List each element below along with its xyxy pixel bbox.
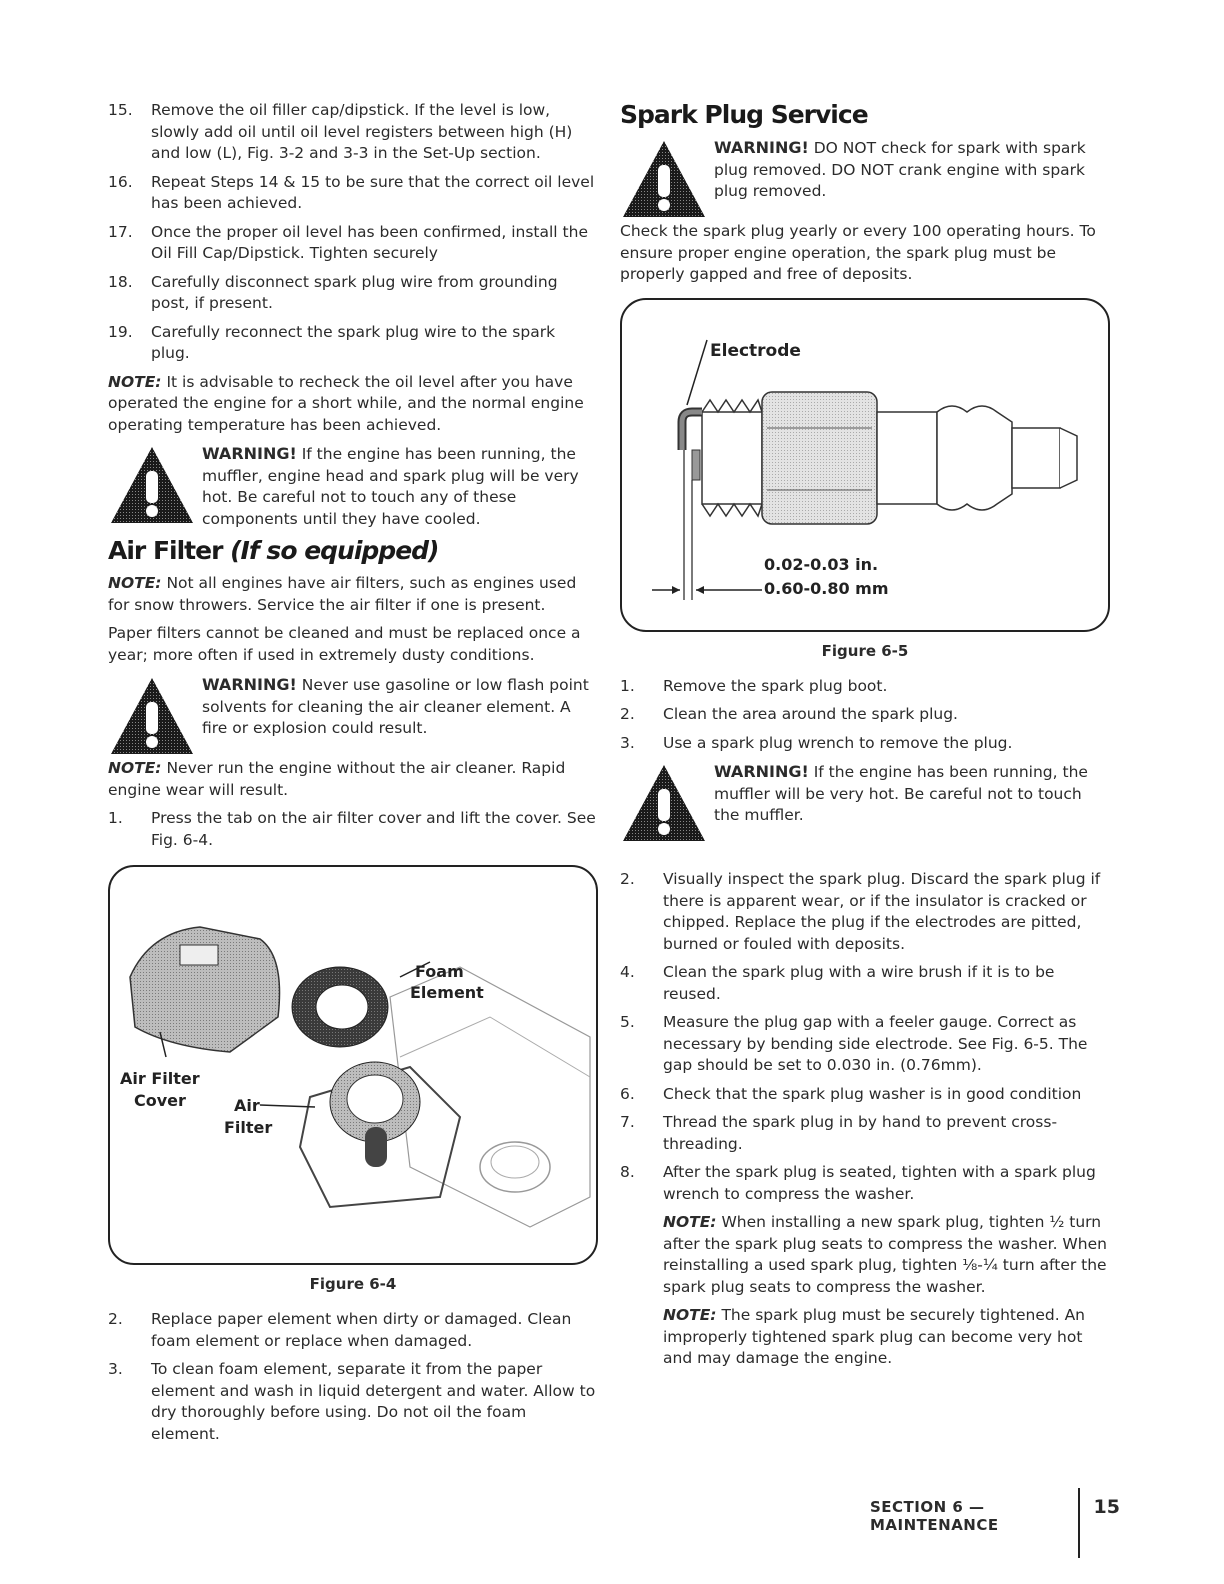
filter-label: Filter	[224, 1118, 273, 1137]
note: NOTE: The spark plug must be securely tightened. An improperly tightened spark plug can become very hot and may damage the engine.	[663, 1306, 1085, 1367]
note: NOTE: Not all engines have air filters, such as engines used for snow throwers. Service the air filter if one is present.	[108, 574, 577, 614]
list-item: 7. Thread the spark plug in by hand to prevent cross-threading.	[620, 1113, 1058, 1153]
page-footer	[870, 1478, 1140, 1538]
cover-label: Cover	[134, 1091, 186, 1110]
warning-block: WARNING! If the engine has been running, the muffler will be very hot. Be careful not to touch the muffler.	[620, 761, 1110, 847]
list-item: 16. Repeat Steps 14 & 15 to be sure that the correct oil level has been achieved.	[108, 172, 595, 212]
figure-caption: Figure 6-5	[821, 641, 909, 660]
warning-block: WARNING! If the engine has been running, the muffler, engine head and spark plug will be very hot. Be careful not to touch any of these components until they have cooled.	[108, 443, 598, 530]
element-label: Element	[410, 983, 484, 1002]
spark-plug-illustration	[622, 300, 1108, 626]
gap-inches-label: 0.02-0.03 in.	[764, 554, 879, 574]
foam-label: Foam	[415, 962, 464, 981]
figure-6-4	[108, 865, 598, 1265]
paragraph: Paper filters cannot be cleaned and must be replaced once a year; more often if used in extremely dusty conditions.	[108, 624, 581, 664]
list-item: 1. Remove the spark plug boot.	[620, 676, 888, 695]
list-item: 18. Carefully disconnect spark plug wire from grounding post, if present.	[108, 272, 558, 312]
list-item: 15. Remove the oil filler cap/dipstick. If the level is low, slowly add oil until oil level registers between high (H) and low (L), Fig. 3-2 and 3-3 in the Set-Up section.	[108, 101, 573, 162]
list-item: 1. Press the tab on the air filter cover and lift the cover. See Fig. 6-4.	[108, 809, 596, 849]
section-heading: Spark Plug Service	[620, 100, 868, 129]
air-filter-illustration	[110, 867, 596, 1259]
list-item: 4. Clean the spark plug with a wire brush if it is to be reused.	[620, 963, 1055, 1003]
list-item: 2. Clean the area around the spark plug.	[620, 705, 958, 723]
warning-block: WARNING! DO NOT check for spark with spark plug removed. DO NOT crank engine with spark plug removed.	[620, 137, 1110, 217]
list-item: 2. Replace paper element when dirty or damaged. Clean foam element or replace when damaged.	[108, 1310, 572, 1350]
electrode-label: Electrode	[710, 340, 801, 361]
section-heading: Air Filter (If so equipped)	[108, 536, 439, 565]
note: NOTE: It is advisable to recheck the oil level after you have operated the engine for a short while, and the normal engine operating temperature has been achieved.	[108, 372, 584, 434]
warning-icon	[620, 137, 708, 221]
list-item: 3. Use a spark plug wrench to remove the plug.	[620, 733, 1013, 752]
warning-block: WARNING! Never use gasoline or low flash point solvents for cleaning the air cleaner element. A fire or explosion could result.	[108, 674, 598, 754]
gap-mm-label: 0.60-0.80 mm	[764, 578, 889, 598]
section-label: SECTION 6 — MAINTENANCE	[870, 1498, 999, 1534]
list-item: 2. Visually inspect the spark plug. Discard the spark plug if there is apparent wear, or if the insulator is cracked or chipped. Replace the plug if the electrodes are pitted, burned or fouled with deposits.	[620, 870, 1101, 953]
air-label: Air	[234, 1096, 260, 1115]
note: NOTE: When installing a new spark plug, tighten ½ turn after the spark plug seats to compress the washer. When reinstalling a used spark plug, tighten ⅛-¼ turn after the spark plug seats to compress the washer.	[663, 1213, 1107, 1296]
list-item: 17. Once the proper oil level has been confirmed, install the Oil Fill Cap/Dipstick. Tighten securely	[108, 222, 588, 262]
list-item: 5. Measure the plug gap with a feeler gauge. Correct as necessary by bending side electrode. See Fig. 6-5. The gap should be set to 0.030 in. (0.76mm).	[620, 1013, 1088, 1074]
list-item: 19. Carefully reconnect the spark plug wire to the spark plug.	[108, 322, 556, 362]
paragraph: Check the spark plug yearly or every 100 operating hours. To ensure proper engine operation, the spark plug must be properly gapped and free of deposits.	[620, 222, 1096, 283]
list-item: 8. After the spark plug is seated, tighten with a spark plug wrench to compress the washer.	[620, 1163, 1096, 1203]
left-column	[108, 100, 598, 1452]
note: NOTE: Never run the engine without the air cleaner. Rapid engine wear will result.	[108, 759, 566, 799]
warning-icon	[108, 674, 196, 758]
list-item: 6. Check that the spark plug washer is in good condition	[620, 1084, 1082, 1103]
figure-caption: Figure 6-4	[309, 1275, 397, 1293]
warning-icon	[108, 443, 196, 527]
figure-6-5	[620, 298, 1110, 632]
warning-icon	[620, 761, 708, 845]
right-column	[620, 100, 1110, 1377]
list-item: 3. To clean foam element, separate it from the paper element and wash in liquid detergent and water. Allow to dry thoroughly before using. Do not oil the foam element.	[108, 1360, 596, 1443]
page-number: 15	[1093, 1496, 1120, 1518]
footer-divider	[1078, 1488, 1080, 1558]
air-filter-label: Air Filter	[120, 1069, 200, 1088]
